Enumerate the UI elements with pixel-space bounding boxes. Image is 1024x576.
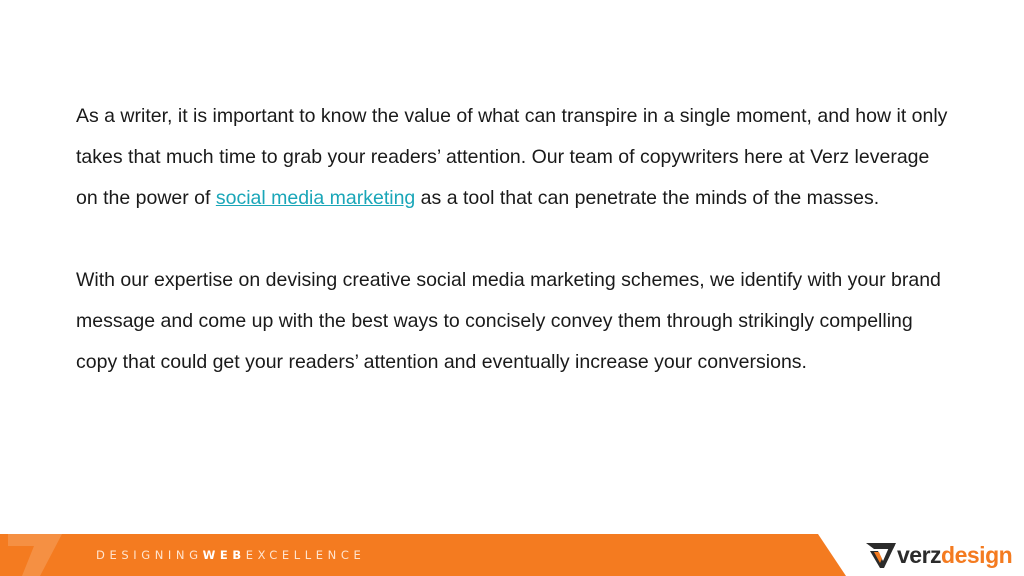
social-media-marketing-link[interactable]: social media marketing — [215, 187, 416, 209]
paragraph-expertise: With our expertise on devising creative social media marketing schemes, we identify with your brand message and come up with the best ways to concisely convey them through strikingly compelling copy that could get your readers’ attention and eventually increase your conversions. — [76, 269, 941, 373]
paragraph-intro-text-before: As a writer, it is important to know the value of what can transpire in a single moment, and how it only takes that much time to grab your readers’ attention. Our team of copywriters here at Verz leverage on the power of — [76, 105, 948, 209]
tagline-excellence: EXCELLENCE — [245, 548, 366, 562]
footer-tagline — [96, 547, 365, 563]
paragraph-intro — [76, 96, 956, 219]
footer-banner — [0, 534, 1024, 576]
brand-wordmark-design: design — [941, 542, 1013, 568]
brand-wordmark — [897, 541, 1012, 569]
tagline-designing: DESIGNING — [96, 548, 203, 562]
verz-v-mark-icon — [866, 541, 896, 569]
tagline-web: WEB — [202, 548, 246, 562]
paragraph-intro-text-after: as a tool that can penetrate the minds of the masses. — [415, 187, 880, 209]
verz-design-logo — [866, 539, 1012, 571]
brand-wordmark-verz: verz — [897, 542, 942, 568]
article-body — [76, 96, 956, 383]
